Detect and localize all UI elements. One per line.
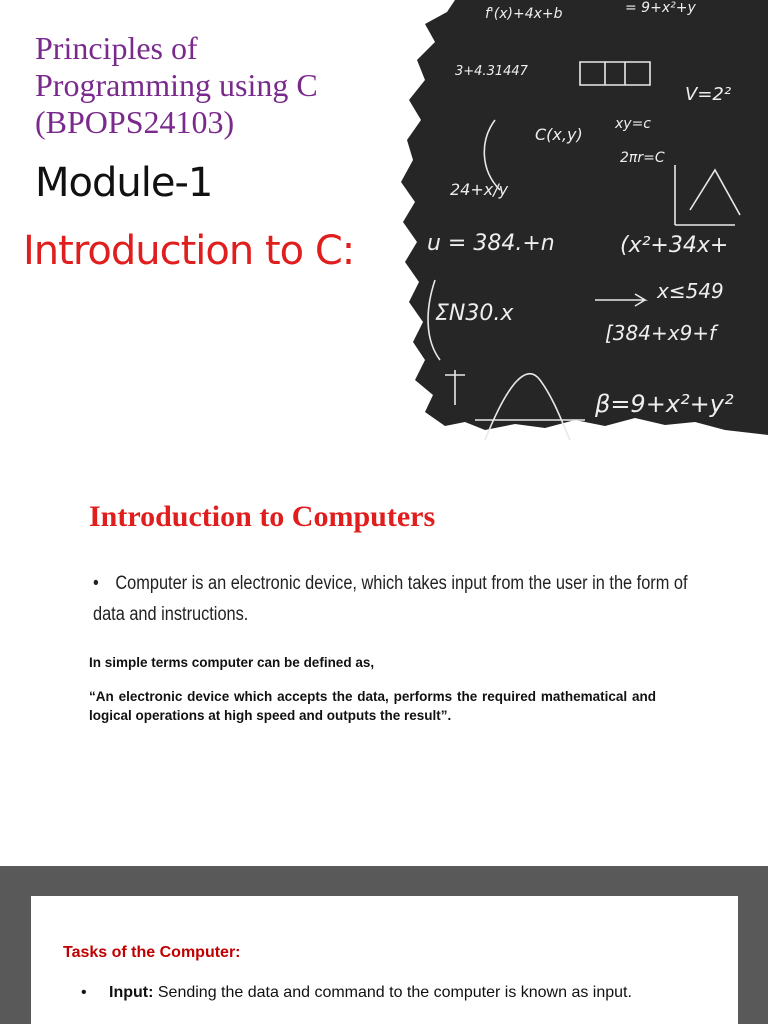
computers-slide bbox=[0, 440, 768, 866]
bullet-line2: data and instructions. bbox=[93, 604, 249, 625]
formula-8: u = 384.+n bbox=[427, 231, 555, 256]
definition-quote: “An electronic device which accepts the data, performs the required mathematical and logical operations at high speed and outputs the result”. bbox=[89, 689, 656, 723]
simple-terms-text: In simple terms computer can be defined as, bbox=[89, 655, 375, 670]
formula-4: xy=c bbox=[615, 116, 651, 132]
formula-7: 24+x/y bbox=[450, 180, 509, 199]
formula-13: β=9+x²+y² bbox=[595, 390, 734, 418]
chalkboard-image bbox=[395, 0, 768, 440]
formula-6: V=2² bbox=[685, 84, 732, 105]
slide-subtitle: Introduction to C: bbox=[23, 228, 355, 274]
formula-12: [384+x9+f bbox=[605, 321, 717, 345]
input-bullet bbox=[81, 984, 632, 1002]
module-label: Module-1 bbox=[35, 160, 213, 206]
course-title bbox=[35, 30, 375, 141]
title-slide bbox=[0, 0, 768, 440]
formula-0: f'(x)+4x+b bbox=[485, 6, 563, 22]
formula-2: 3+4.31447 bbox=[455, 64, 528, 79]
bullet-marker: • bbox=[93, 573, 99, 594]
formula-9: (x²+34x+ bbox=[620, 233, 729, 258]
formula-5: 2πr=C bbox=[620, 150, 665, 166]
course-title-line1: Principles of bbox=[35, 30, 198, 66]
course-code: (BPOPS24103) bbox=[35, 104, 235, 140]
formula-3: C(x,y) bbox=[535, 125, 583, 144]
formula-10: x≤549 bbox=[657, 279, 724, 303]
slide-heading: Introduction to Computers bbox=[89, 500, 436, 533]
slide-heading: Tasks of the Computer: bbox=[63, 944, 241, 961]
bullet-text: Sending the data and command to the computer is known as input. bbox=[153, 984, 632, 1001]
bullet-line1: Computer is an electronic device, which takes input from the user in the form of bbox=[115, 573, 688, 594]
formula-11: ΣN30.x bbox=[435, 301, 514, 326]
bullet-marker: • bbox=[81, 984, 87, 1001]
formula-1: = 9+x²+y bbox=[625, 0, 696, 16]
bullet-paragraph bbox=[93, 568, 695, 630]
bullet-term: Input: bbox=[109, 984, 154, 1001]
tasks-slide bbox=[31, 896, 738, 1024]
course-title-line2: Programming using C bbox=[35, 67, 318, 103]
